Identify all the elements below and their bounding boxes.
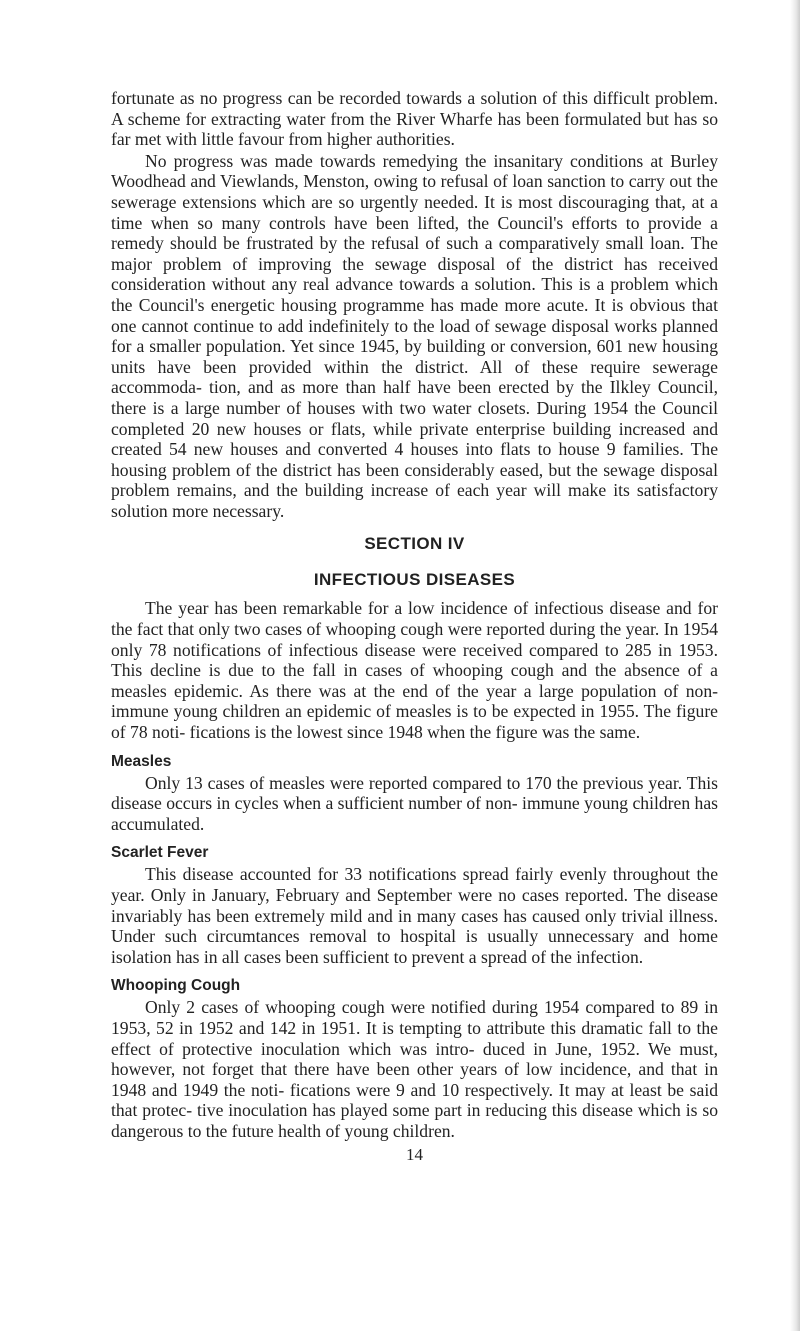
section-title: INFECTIOUS DISEASES bbox=[313, 570, 516, 590]
heading-scarlet-fever: Scarlet Fever bbox=[111, 844, 209, 862]
page-content bbox=[111, 88, 718, 1165]
heading-measles: Measles bbox=[111, 752, 172, 770]
paragraph-whooping-cough: Only 2 cases of whooping cough were notified during 1954 compared to 89 in 1953, 52 in 1952 and 142 in 1951. It is tempting to attribute this dramatic fall to the effect of protective inoculation which was intro- duced in June, 1952. We must, however, not forget that there have been other years of low incidence, and that in 1948 and 1949 the noti- fications were 9 and 10 respectively. It may at least be said that protec- tive inoculation has played some part in reducing this disease which is so dangerous to the future health of young children. bbox=[111, 997, 718, 1141]
paragraph-scarlet-fever: This disease accounted for 33 notifications spread fairly evenly throughout the year. Only in January, February and September were no cases reported. The disease invariably has been extremely mild and in many cases has caused only trivial illness. Under such circumtances removal to hospital is usually unnecessary and home isolation has in all cases been sufficient to prevent a spread of the infection. bbox=[111, 864, 718, 967]
section-number: SECTION IV bbox=[364, 534, 465, 554]
paragraph-infectious-intro: The year has been remarkable for a low incidence of infectious disease and for the fact that only two cases of whooping cough were reported during the year. In 1954 only 78 notifications of infectious disease were received compared to 285 in 1953. This decline is due to the fall in cases of whooping cough and the absence of a measles epidemic. As there was at the end of the year a large population of non-immune young children an epidemic of measles is to be expected in 1955. The figure of 78 noti- fications is the lowest since 1948 when the figure was the same. bbox=[111, 598, 718, 743]
page-edge-shadow bbox=[790, 0, 800, 1331]
paragraph-sewage-disposal: No progress was made towards remedying the insanitary conditions at Burley Woodhead and Viewlands, Menston, owing to refusal of loan sanction to carry out the sewerage extensions which are so urgently needed. It is most discouraging that, at a time when so many controls have been lifted, the Council's efforts to provide a remedy should be frustrated by the refusal of such a comparatively small loan. The major problem of improving the sewage disposal of the district has received consideration without any real advance towards a solution. This is a problem which the Council's energetic housing programme has made more acute. It is obvious that one cannot continue to add indefinitely to the load of sewage disposal works planned for a smaller population. Yet since 1945, by building or conversion, 601 new housing units have been provided within the district. All of these require sewerage accommoda- tion, and as more than half have been erected by the Ilkley Council, there is a large number of houses with two water closets. During 1954 the Council completed 20 new houses or flats, while private enterprise building increased and created 54 new houses and converted 4 houses into flats to house 9 families. The housing problem of the district has been considerably eased, but the sewage disposal problem remains, and the building increase of each year will make its satisfactory solution more necessary. bbox=[111, 150, 718, 521]
page-number: 14 bbox=[406, 1144, 423, 1164]
paragraph-measles: Only 13 cases of measles were reported compared to 170 the previous year. This disease occurs in cycles when a sufficient number of non- immune young children has accumulated. bbox=[111, 772, 718, 834]
paragraph-water-supply: fortunate as no progress can be recorded towards a solution of this difficult problem. A scheme for extracting water from the River Wharfe has been formulated but has so far met with little favour from higher authorities. bbox=[111, 88, 718, 150]
heading-whooping-cough: Whooping Cough bbox=[111, 977, 241, 995]
